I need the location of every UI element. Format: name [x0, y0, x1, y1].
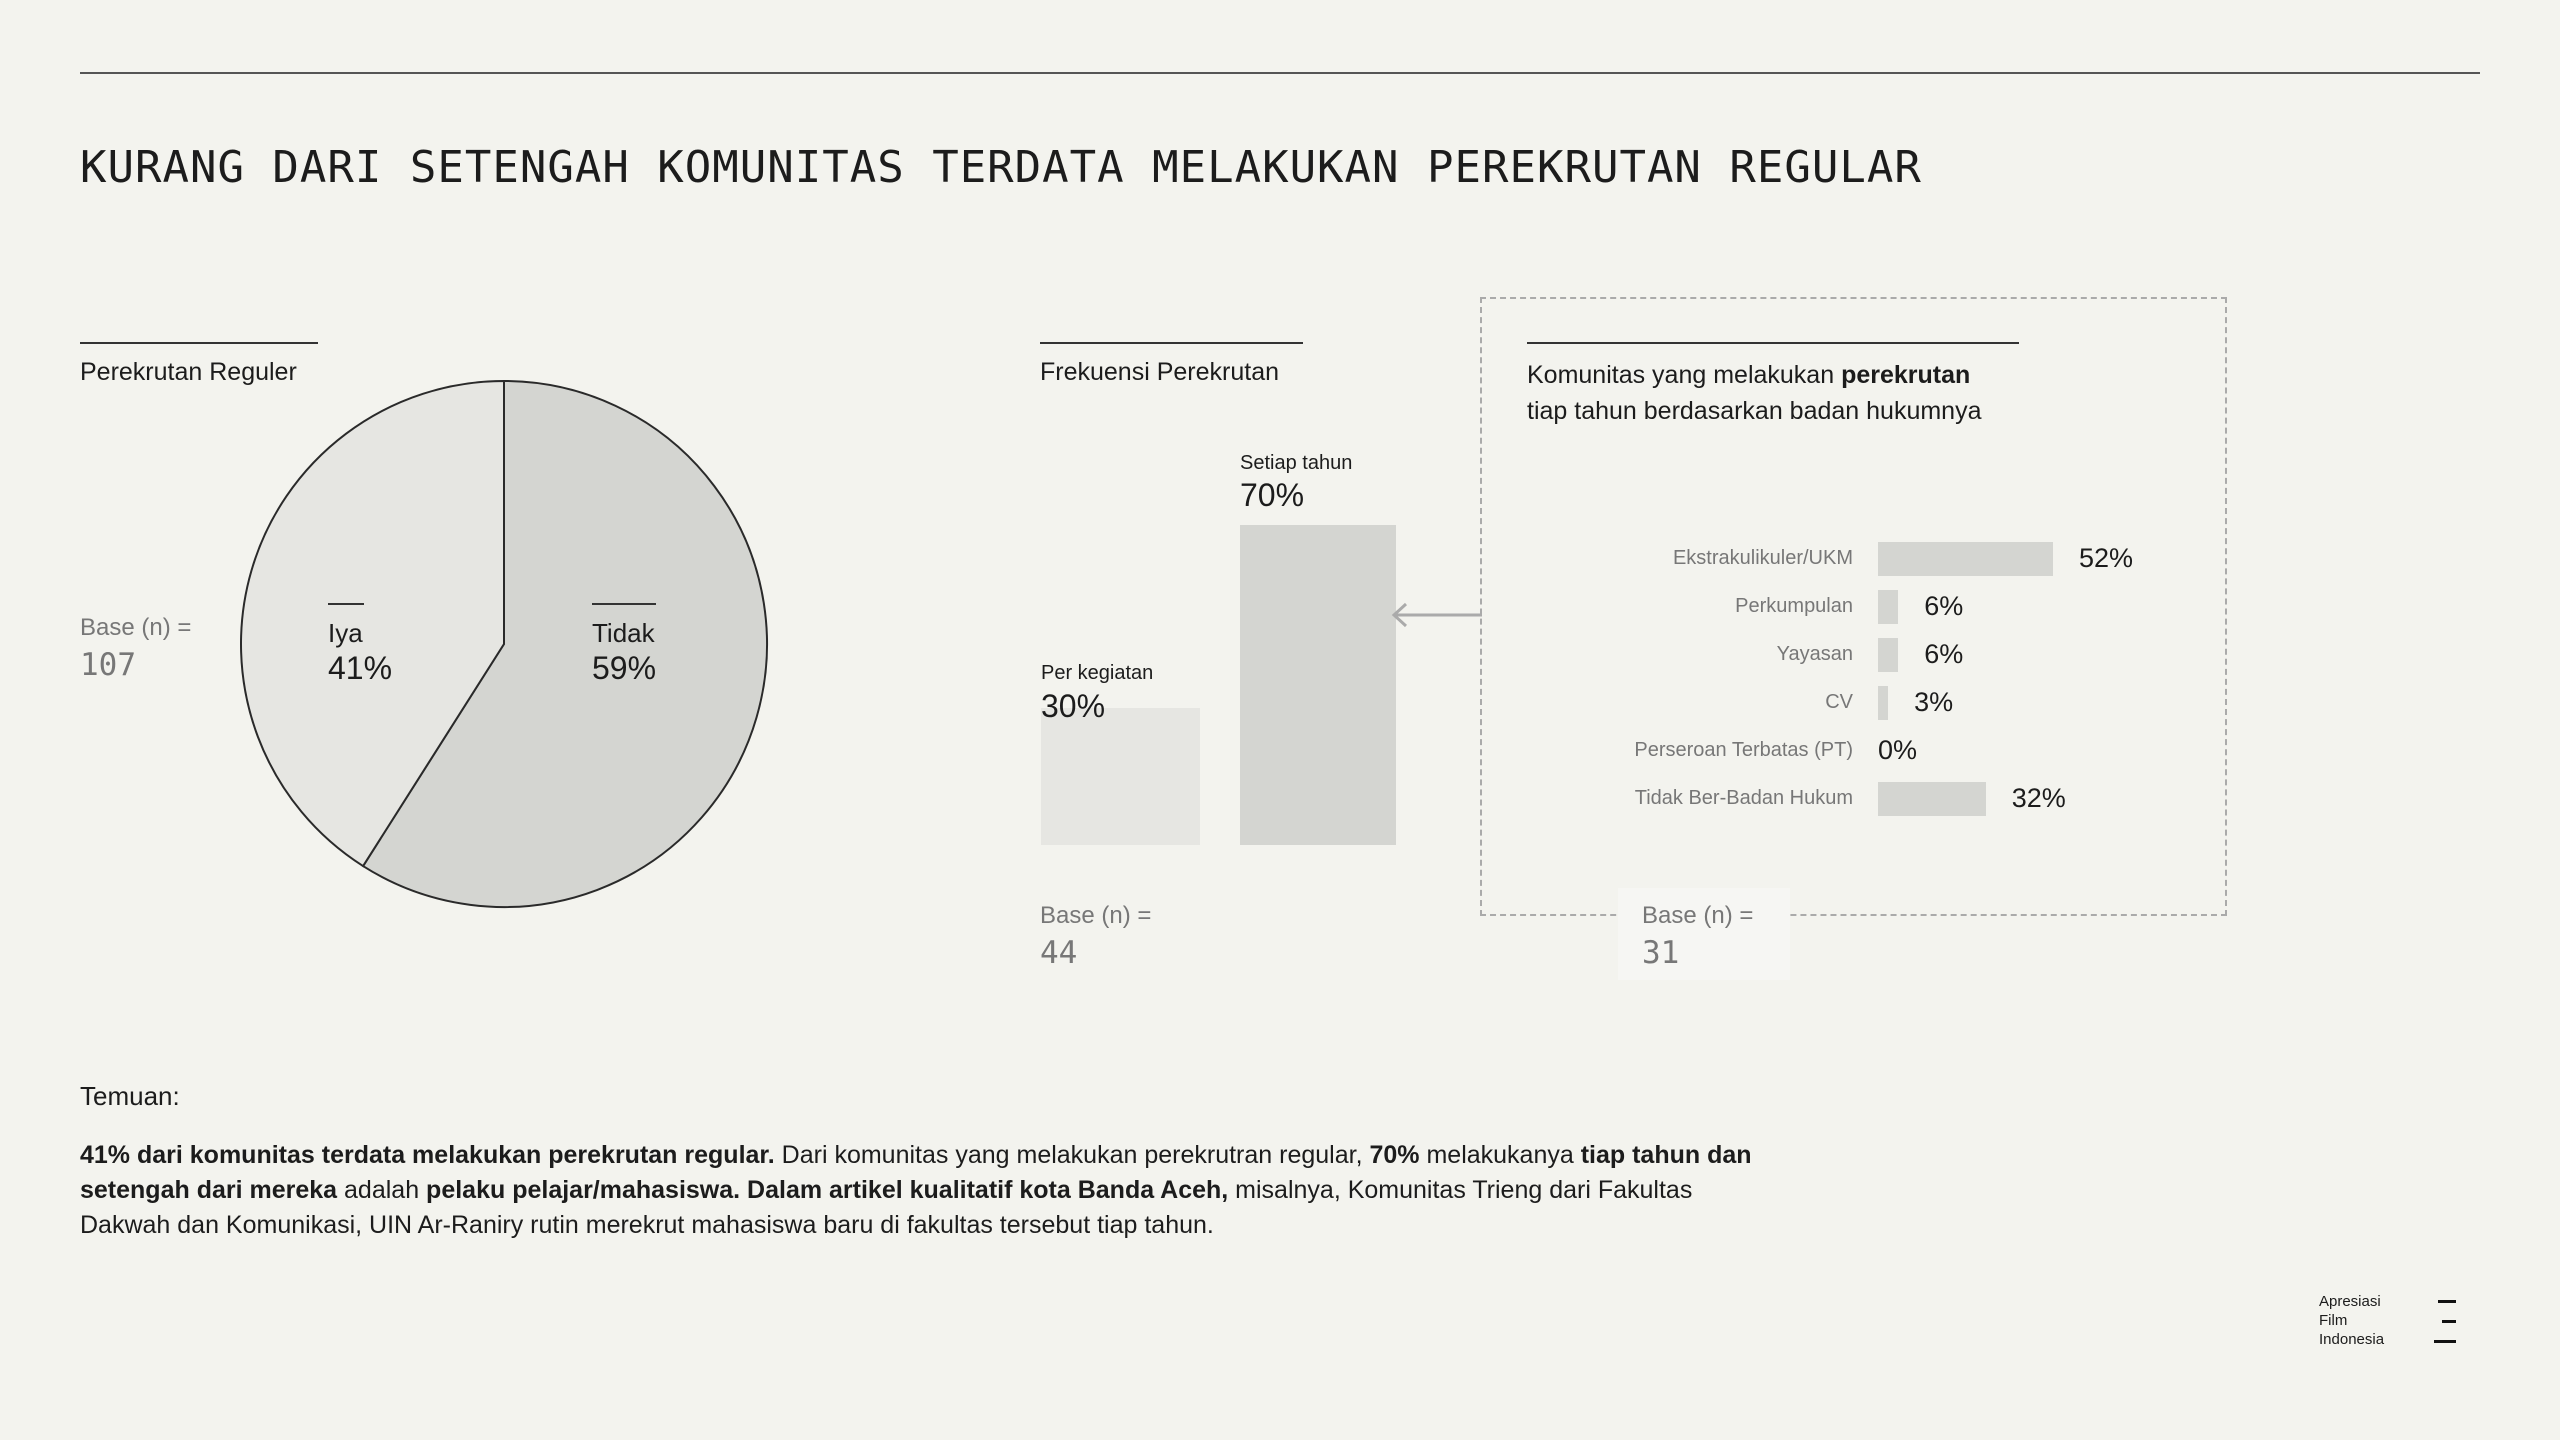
- arrow-left-icon: [1390, 600, 1484, 630]
- inset-title: Komunitas yang melakukan perekrutan tiap tahun berdasarkan badan hukumnya: [1527, 361, 1982, 425]
- hbar-value-perkumpulan: 6%: [1924, 591, 1964, 621]
- pie-base-label: Base (n) =: [80, 614, 192, 641]
- findings-label: Temuan:: [80, 1081, 180, 1111]
- bar-setiap-tahun: [1240, 525, 1396, 845]
- findings-text: 41% dari komunitas terdata melakukan perekrutan regular. Dari komunitas yang melakukan perekrutran regular, 70% melakukanya tiap tahun dan setengah dari mereka adalah pelaku pelajar/mahasiswa. Dalam artikel kualitatif kota Banda Aceh, misalnya, Komunitas Trieng dari Fakultas Dakwah dan Komunikasi, UIN Ar-Raniry rutin merekrut mahasiswa baru di fakultas tersebut tiap tahun.: [80, 1141, 1752, 1239]
- hbar-tidak-ber-badan-hukum: [1878, 782, 1986, 816]
- hbar-label-ekstrakulikuler-ukm: Ekstrakulikuler/UKM: [1672, 547, 1853, 569]
- hbar-yayasan: [1878, 638, 1898, 672]
- hbar-cv: [1878, 686, 1888, 720]
- inset-title-rule: [1527, 342, 2019, 344]
- bar-per-kegiatan-value: 30%: [1041, 688, 1106, 724]
- bar-setiap-tahun-label: Setiap tahun: [1240, 452, 1353, 474]
- inset-base-value: 31: [1642, 935, 1680, 971]
- hbar-perkumpulan: [1878, 590, 1898, 624]
- slice-iya-label: Iya: [328, 618, 363, 648]
- bar-per-kegiatan-label: Per kegiatan: [1041, 662, 1154, 684]
- hbar-label-tidak-ber-badan-hukum: Tidak Ber-Badan Hukum: [1634, 787, 1853, 809]
- hbar-value-perseroan-terbatas-pt: 0%: [1878, 735, 1918, 765]
- hbar-label-perseroan-terbatas-pt: Perseroan Terbatas (PT): [1634, 739, 1853, 761]
- slice-tidak-pct: 59%: [592, 650, 657, 686]
- bar-setiap-tahun-value: 70%: [1240, 477, 1305, 513]
- bar-per-kegiatan: [1041, 708, 1200, 845]
- hbar-label-cv: CV: [1825, 691, 1853, 713]
- frequency-title: Frekuensi Perekrutan: [1040, 358, 1280, 386]
- slice-iya-pct: 41%: [328, 650, 393, 686]
- frequency-title-rule: [1040, 342, 1303, 344]
- pie-base-value: 107: [80, 647, 136, 683]
- hbar-label-perkumpulan: Perkumpulan: [1735, 595, 1853, 617]
- hbar-value-tidak-ber-badan-hukum: 32%: [2011, 783, 2066, 813]
- hbar-value-yayasan: 6%: [1924, 639, 1964, 669]
- hbar-label-yayasan: Yayasan: [1776, 643, 1853, 665]
- slice-tidak-label: Tidak: [592, 618, 655, 648]
- hbar-value-cv: 3%: [1914, 687, 1954, 717]
- page-title: KURANG DARI SETENGAH KOMUNITAS TERDATA MELAKUKAN PEREKRUTAN REGULAR: [80, 142, 1922, 193]
- hbar-value-ekstrakulikuler-ukm: 52%: [2079, 543, 2134, 573]
- pie-title: Perekrutan Reguler: [80, 358, 297, 386]
- hbar-ekstrakulikuler-ukm: [1878, 542, 2053, 576]
- logo-icon: [2430, 1300, 2456, 1346]
- frequency-base-value: 44: [1040, 935, 1078, 971]
- inset-base-label: Base (n) =: [1642, 902, 1754, 929]
- logo-text: Apresiasi Film Indonesia: [2319, 1293, 2385, 1348]
- frequency-base-label: Base (n) =: [1040, 902, 1152, 929]
- slice-tidak-rule: [592, 603, 656, 605]
- slice-iya-rule: [328, 603, 364, 605]
